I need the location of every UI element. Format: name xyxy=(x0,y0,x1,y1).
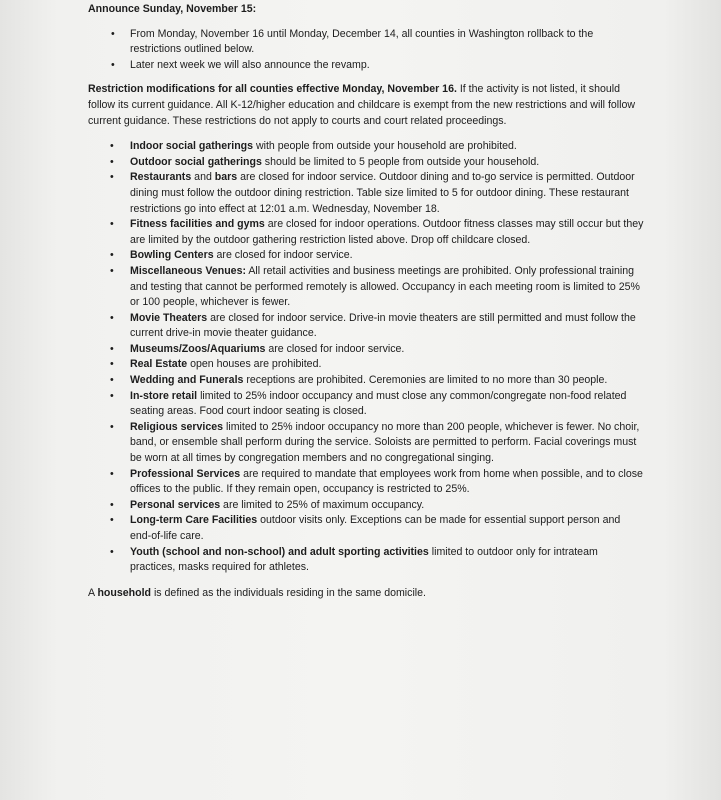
restriction-text: are closed for indoor service. Drive-in movie theaters are still permitted and must follow the current drive-in movie theater guidance. xyxy=(130,311,636,340)
restriction-title: Movie Theaters xyxy=(130,311,208,324)
document-body xyxy=(88,0,644,612)
bullet-icon: • xyxy=(110,389,114,402)
bullet-icon: • xyxy=(110,514,114,527)
restriction-item xyxy=(88,373,644,389)
restriction-title: Religious services xyxy=(130,420,224,433)
restriction-text: are closed for indoor service. xyxy=(265,342,405,355)
restriction-text: are closed for indoor service. xyxy=(213,249,353,262)
restriction-title: Real Estate xyxy=(130,358,188,371)
announcement-heading: Announce Sunday, November 15: xyxy=(88,3,257,15)
bullet-icon: • xyxy=(111,27,115,40)
restriction-list xyxy=(88,139,644,576)
bullet-icon: • xyxy=(110,358,114,371)
restriction-text: are required to mandate that employees work from home when possible, and to close offices to the public. If they remain open, occupancy is restricted to 25%. xyxy=(130,467,643,496)
restriction-text: with people from outside your household are prohibited. xyxy=(253,140,517,153)
restriction-text: limited to 25% indoor occupancy and must close any common/congregate non-food related seating areas. Food court indoor seating is closed. xyxy=(130,389,627,418)
restriction-item xyxy=(88,170,644,217)
bullet-icon: • xyxy=(110,155,114,168)
restriction-text: are limited to 25% of maximum occupancy. xyxy=(220,498,425,511)
restriction-title: Restaurants xyxy=(130,171,192,184)
restriction-text: should be limited to 5 people from outside your household. xyxy=(261,155,540,168)
restriction-item xyxy=(88,513,644,544)
restriction-item xyxy=(88,498,644,514)
bullet-icon: • xyxy=(110,420,114,433)
restriction-item xyxy=(88,264,644,311)
list-item-text: Later next week we will also announce the revamp. xyxy=(130,58,370,71)
restriction-title: Bowling Centers xyxy=(130,249,214,262)
restriction-title-secondary: bars xyxy=(214,171,238,184)
restriction-title: Indoor social gatherings xyxy=(130,140,254,153)
bullet-icon: • xyxy=(111,58,115,71)
footer-prefix: A xyxy=(88,586,98,599)
bullet-icon: • xyxy=(110,171,114,184)
restriction-item xyxy=(88,217,644,248)
restriction-title: In-store retail xyxy=(130,389,198,402)
announcement-list xyxy=(88,27,644,74)
bullet-icon: • xyxy=(110,249,114,262)
restriction-item xyxy=(88,139,644,155)
bullet-icon: • xyxy=(110,311,114,324)
restriction-item xyxy=(88,248,644,264)
restriction-title: Museums/Zoos/Aquariums xyxy=(130,342,266,355)
restriction-title: Youth (school and non-school) and adult sporting activities xyxy=(130,545,429,558)
restriction-title: Fitness facilities and gyms xyxy=(130,218,265,231)
restriction-title: Wedding and Funerals xyxy=(130,374,244,387)
restriction-title: Personal services xyxy=(130,498,221,511)
footer-bold: household xyxy=(97,586,151,599)
bullet-icon: • xyxy=(110,374,114,387)
restriction-intro xyxy=(88,82,644,129)
household-definition xyxy=(88,586,644,602)
bullet-icon: • xyxy=(110,342,114,355)
bullet-icon: • xyxy=(110,264,114,277)
restriction-item xyxy=(88,311,644,342)
bullet-icon: • xyxy=(110,467,114,480)
bullet-icon: • xyxy=(110,545,114,558)
restriction-text: limited to outdoor only for intrateam practices, masks required for athletes. xyxy=(130,545,598,574)
footer-text: is defined as the individuals residing in the same domicile. xyxy=(151,586,426,599)
restriction-title: Outdoor social gatherings xyxy=(130,155,262,168)
restriction-item xyxy=(88,155,644,171)
restriction-item xyxy=(88,342,644,358)
restriction-text: limited to 25% indoor occupancy no more than 200 people, whichever is fewer. No choir, band, or ensemble shall perform during the service. Soloists are permitted to perform. Facial coverings must be worn at all times by congregation members and no congregational singing. xyxy=(130,420,640,465)
bullet-icon: • xyxy=(110,218,114,231)
restriction-text: are closed for indoor operations. Outdoor fitness classes may still occur but they are limited by the outdoor gathering restriction listed above. Drop off childcare closed. xyxy=(130,218,644,246)
bullet-icon: • xyxy=(110,498,114,511)
list-item-text: From Monday, November 16 until Monday, December 14, all counties in Washington rollback to the restrictions outlined below. xyxy=(130,27,594,56)
restriction-text-secondary: are closed for indoor service. Outdoor dining and to-go service is permitted. Outdoor dining must follow the outdoor dining restriction. Table size limited to 5 for outdoor dining. These restaurant restrictions go into effect at 12:01 a.m. Wednesday, November 18. xyxy=(130,171,635,215)
restriction-text: open houses are prohibited. xyxy=(187,358,322,371)
restriction-item xyxy=(88,357,644,373)
restriction-item xyxy=(88,467,644,498)
list-item xyxy=(88,58,644,74)
bullet-icon: • xyxy=(110,140,114,153)
restriction-title: Long-term Care Facilities xyxy=(130,514,258,527)
intro-text: If the activity is not listed, it should follow its current guidance. All K-12/higher education and childcare is exempt from the new restrictions and will follow current guidance. These restrictions do not apply to courts and court related proceedings. xyxy=(88,83,636,127)
restriction-title: Miscellaneous Venues: xyxy=(130,264,246,277)
restriction-text: All retail activities and business meetings are prohibited. Only professional training and testing that cannot be performed remotely is allowed. Occupancy in each meeting room is limited to 25% or 100 people, whichever is fewer. xyxy=(130,264,640,309)
restriction-text: and xyxy=(191,171,215,184)
list-item xyxy=(88,27,644,58)
restriction-item xyxy=(88,420,644,467)
restriction-text: receptions are prohibited. Ceremonies are limited to no more than 30 people. xyxy=(243,374,608,387)
restriction-item xyxy=(88,545,644,576)
restriction-item xyxy=(88,389,644,420)
restriction-title: Professional Services xyxy=(130,467,241,480)
intro-bold: Restriction modifications for all counties effective Monday, November 16. xyxy=(88,83,457,96)
restriction-text: outdoor visits only. Exceptions can be made for essential support person and end-of-life care. xyxy=(130,514,621,542)
